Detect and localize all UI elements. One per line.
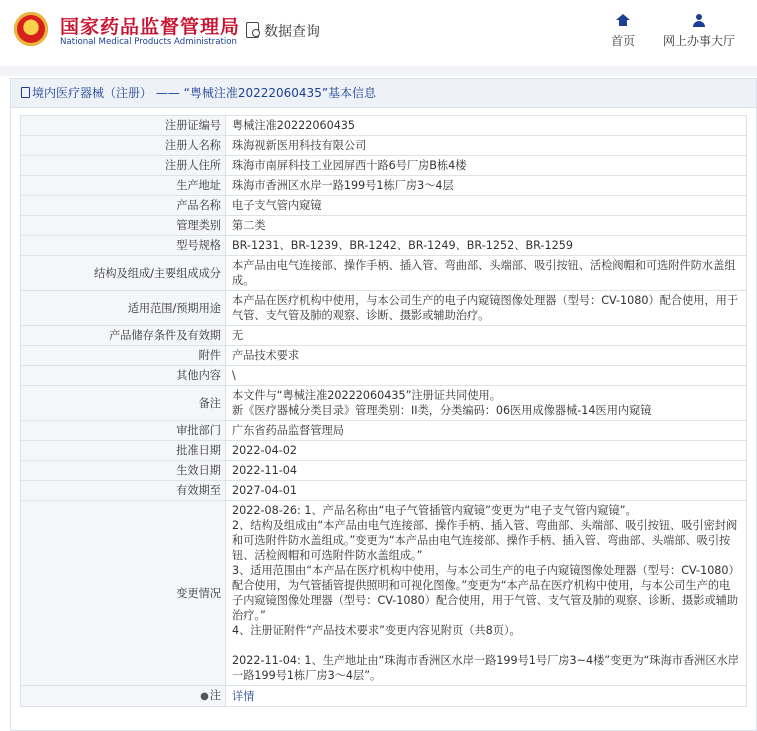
field-value: 产品技术要求 xyxy=(226,346,747,366)
field-label: 有效期至 xyxy=(21,481,226,501)
field-value: 珠海市南屏科技工业园屏西十路6号厂房B栋4楼 xyxy=(226,156,747,176)
field-value: 无 xyxy=(226,326,747,346)
table-row xyxy=(21,326,747,346)
field-label: 型号规格 xyxy=(21,236,226,256)
table-row xyxy=(21,366,747,386)
home-icon xyxy=(617,14,629,28)
table-row xyxy=(21,216,747,236)
table-row xyxy=(21,291,747,326)
field-label-note xyxy=(21,686,226,707)
detail-panel xyxy=(10,78,757,731)
field-value: 2022-11-04 xyxy=(226,461,747,481)
field-label: 注册人名称 xyxy=(21,136,226,156)
national-emblem-icon: ★ xyxy=(14,12,48,46)
field-label: 其他内容 xyxy=(21,366,226,386)
table-row xyxy=(21,256,747,291)
field-value: 电子支气管内窥镜 xyxy=(226,196,747,216)
table-row xyxy=(21,461,747,481)
panel-title-text: 境内医疗器械（注册） —— “粤械注准20222060435”基本信息 xyxy=(32,86,377,100)
nav-online-hall[interactable] xyxy=(660,14,738,49)
field-value: 广东省药品监督管理局 xyxy=(226,421,747,441)
field-value: 2022-08-26: 1、产品名称由“电子气管插管内窥镜”变更为“电子支气管内窥镜”。 2、结构及组成由“本产品由电气连接部、操作手柄、插入管、弯曲部、头端部、吸引按钮、吸引密封阀和可选附件防水盖组成。”变更为“本产品由电气连接部、操作手柄、插入管、弯曲部、头端部、吸引按钮、活检阀帽和可选附件防水盖组成。” 3、适用范围由“本产品在医疗机构中使用，与本公司生产的电子内窥镜图像处理器（型号：CV-1080）配合使用，为气管插管提供照明和可视化图像。”变更为“本产品在医疗机构中使用，与本公司生产的电子内窥镜图像处理器（型号：CV-1080）配合使用，用于气管、支气管及肺的观察、诊断、摄影或辅助治疗。” 4、注册证附件“产品技术要求”变更内容见附页（共8页）。 2022-11-04: 1、生产地址由“珠海市香洲区水岸一路199号1号厂房3~4楼”变更为“珠海市香洲区水岸一路199号1栋厂房3～4层”。 xyxy=(226,501,747,686)
table-row xyxy=(21,196,747,216)
field-label: 结构及组成/主要组成成分 xyxy=(21,256,226,291)
field-value: 珠海市香洲区水岸一路199号1栋厂房3～4层 xyxy=(226,176,747,196)
nav-home[interactable] xyxy=(607,14,639,49)
nav-home-label: 首页 xyxy=(610,34,635,48)
field-value: \ xyxy=(226,366,747,386)
field-value: 粤械注准20222060435 xyxy=(226,116,747,136)
bulb-icon: ● xyxy=(200,691,209,702)
table-row-note xyxy=(21,686,747,707)
field-label: 生效日期 xyxy=(21,461,226,481)
document-icon xyxy=(21,87,30,98)
field-label: 附件 xyxy=(21,346,226,366)
field-value: 珠海视新医用科技有限公司 xyxy=(226,136,747,156)
table-row xyxy=(21,441,747,461)
brand-name-en[interactable]: National Medical Products Administration xyxy=(60,37,237,47)
field-value-note xyxy=(226,686,747,707)
field-label: 注册证编号 xyxy=(21,116,226,136)
header-divider xyxy=(0,66,757,76)
data-query-link[interactable]: 数据查询 xyxy=(264,24,320,40)
note-label: 注 xyxy=(209,689,221,702)
field-label: 备注 xyxy=(21,386,226,421)
user-icon xyxy=(692,14,706,28)
field-label: 注册人住所 xyxy=(21,156,226,176)
table-row xyxy=(21,481,747,501)
field-label: 生产地址 xyxy=(21,176,226,196)
field-label: 变更情况 xyxy=(21,501,226,686)
field-value: 第二类 xyxy=(226,216,747,236)
details-link[interactable]: 详情 xyxy=(232,689,255,703)
field-value: BR-1231、BR-1239、BR-1242、BR-1249、BR-1252、BR-1259 xyxy=(226,236,747,256)
field-value: 本产品由电气连接部、操作手柄、插入管、弯曲部、头端部、吸引按钮、活检阀帽和可选附件防水盖组成。 xyxy=(226,256,747,291)
table-row xyxy=(21,346,747,366)
field-label: 产品储存条件及有效期 xyxy=(21,326,226,346)
field-value: 本产品在医疗机构中使用，与本公司生产的电子内窥镜图像处理器（型号：CV-1080）配合使用，用于气管、支气管及肺的观察、诊断、摄影或辅助治疗。 xyxy=(226,291,747,326)
table-row xyxy=(21,176,747,196)
info-table xyxy=(20,115,747,707)
field-label: 批准日期 xyxy=(21,441,226,461)
table-row xyxy=(21,386,747,421)
field-value: 2022-04-02 xyxy=(226,441,747,461)
nav-online-hall-label: 网上办事大厅 xyxy=(662,34,735,48)
field-value: 本文件与“粤械注准20222060435”注册证共同使用。 新《医疗器械分类目录》管理类别：II类，分类编码：06医用成像器械-14医用内窥镜 xyxy=(226,386,747,421)
brand-name-cn[interactable]: 国家药品监督管理局 xyxy=(60,16,241,38)
table-row xyxy=(21,236,747,256)
panel-title xyxy=(11,79,756,108)
table-row xyxy=(21,421,747,441)
field-label: 管理类别 xyxy=(21,216,226,236)
info-table-body xyxy=(21,116,747,707)
table-row xyxy=(21,501,747,686)
table-row xyxy=(21,116,747,136)
table-row xyxy=(21,156,747,176)
table-row xyxy=(21,136,747,156)
field-value: 2027-04-01 xyxy=(226,481,747,501)
data-query-icon[interactable] xyxy=(246,22,259,38)
field-label: 产品名称 xyxy=(21,196,226,216)
field-label: 审批部门 xyxy=(21,421,226,441)
site-header xyxy=(0,0,757,66)
field-label: 适用范围/预期用途 xyxy=(21,291,226,326)
